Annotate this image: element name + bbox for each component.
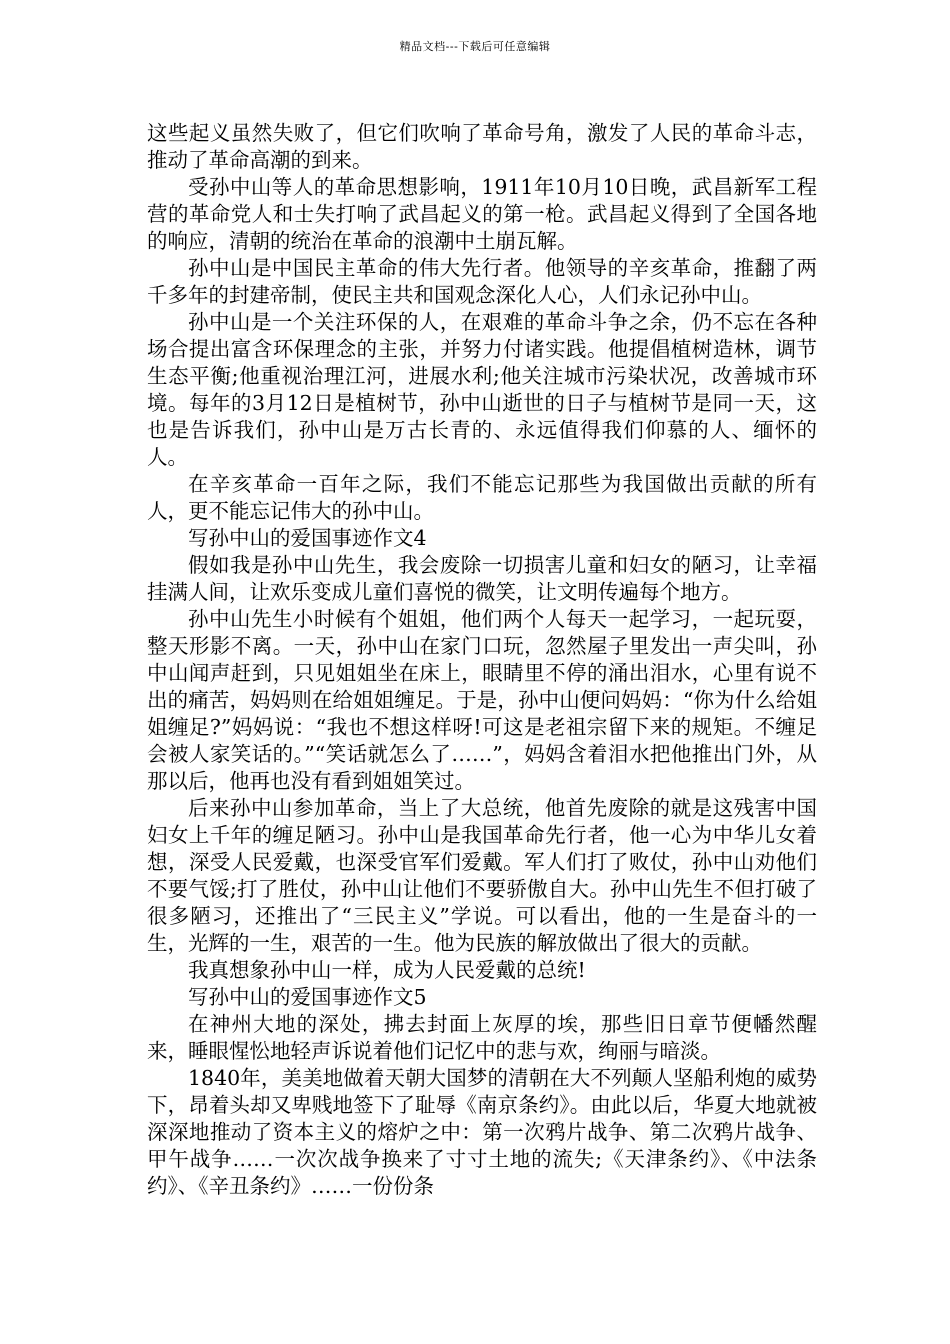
paragraph-2: 受孙中山等人的革命思想影响，1911年10月10日晚，武昌新军工程营的革命党人和士失打响了武昌起义的第一枪。武昌起义得到了全国各地的响应，清朝的统治在革命的浪潮中土崩瓦解。 [147,175,817,253]
paragraph-11: 1840年，美美地做着天朝大国梦的清朝在大不列颠人坚船利炮的威势下，昂着头却又卑贱地签下了耻辱《南京条约》。由此以后，华夏大地就被深深地推动了资本主义的熔炉之中：第一次鸦片战争、第二次鸦片战争、甲午战争……一次次战争换来了寸寸土地的流失;《天津条约》、《中法条约》、《辛丑条约》……一份份条 [147,1066,817,1198]
paragraph-1: 这些起义虽然失败了，但它们吹响了革命号角，激发了人民的革命斗志，推动了革命高潮的到来。 [147,121,817,172]
page-header: 精品文档---下载后可任意编辑 [399,40,551,53]
paragraph-4: 孙中山是一个关注环保的人，在艰难的革命斗争之余，仍不忘在各种场合提出富含环保理念的主张，并努力付诸实践。他提倡植树造林，调节生态平衡;他重视治理江河，进展水利;他关注城市污染状况，改善城市环境。每年的3月12日是植树节，孙中山逝世的日子与植树节是同一天，这也是告诉我们，孙中山是万古长青的、永远值得我们仰慕的人、缅怀的人。 [147,310,817,469]
paragraph-9: 我真想象孙中山一样，成为人民爱戴的总统! [188,958,586,982]
paragraph-6: 假如我是孙中山先生，我会废除一切损害儿童和妇女的陋习，让幸福挂满人间，让欢乐变成儿童们喜悦的微笑，让文明传遍每个地方。 [147,553,817,604]
section-heading-4: 写孙中山的爱国事迹作文4 [188,526,427,550]
paragraph-10: 在神州大地的深处，拂去封面上灰厚的埃，那些旧日章节便幡然醒来，睡眼惺忪地轻声诉说着他们记忆中的悲与欢，绚丽与暗淡。 [147,1012,817,1063]
paragraph-7: 孙中山先生小时候有个姐姐，他们两个人每天一起学习，一起玩耍，整天形影不离。一天，孙中山在家门口玩，忽然屋子里发出一声尖叫，孙中山闻声赶到，只见姐姐坐在床上，眼睛里不停的涌出泪水，心里有说不出的痛苦，妈妈则在给姐姐缠足。于是，孙中山便问妈妈：“你为什么给姐姐缠足?”妈妈说：“我也不想这样呀!可这是老祖宗留下来的规矩。不缠足会被人家笑话的。”“笑话就怎么了……”，妈妈含着泪水把他推出门外，从那以后，他再也没有看到姐姐笑过。 [147,607,817,793]
paragraph-8: 后来孙中山参加革命，当上了大总统，他首先废除的就是这残害中国妇女上千年的缠足陋习。孙中山是我国革命先行者，他一心为中华儿女着想，深受人民爱戴，也深受官军们爱戴。军人们打了败仗，孙中山劝他们不要气馁;打了胜仗，孙中山让他们不要骄傲自大。孙中山先生不但打破了很多陋习，还推出了“三民主义”学说。可以看出，他的一生是奋斗的一生，光辉的一生，艰苦的一生。他为民族的解放做出了很大的贡献。 [147,796,817,955]
paragraph-5: 在辛亥革命一百年之际，我们不能忘记那些为我国做出贡献的所有人，更不能忘记伟大的孙中山。 [147,472,817,523]
document-body [147,120,817,1200]
section-heading-5: 写孙中山的爱国事迹作文5 [188,985,427,1009]
paragraph-3: 孙中山是中国民主革命的伟大先行者。他领导的辛亥革命，推翻了两千多年的封建帝制，使民主共和国观念深化人心，人们永记孙中山。 [147,256,817,307]
